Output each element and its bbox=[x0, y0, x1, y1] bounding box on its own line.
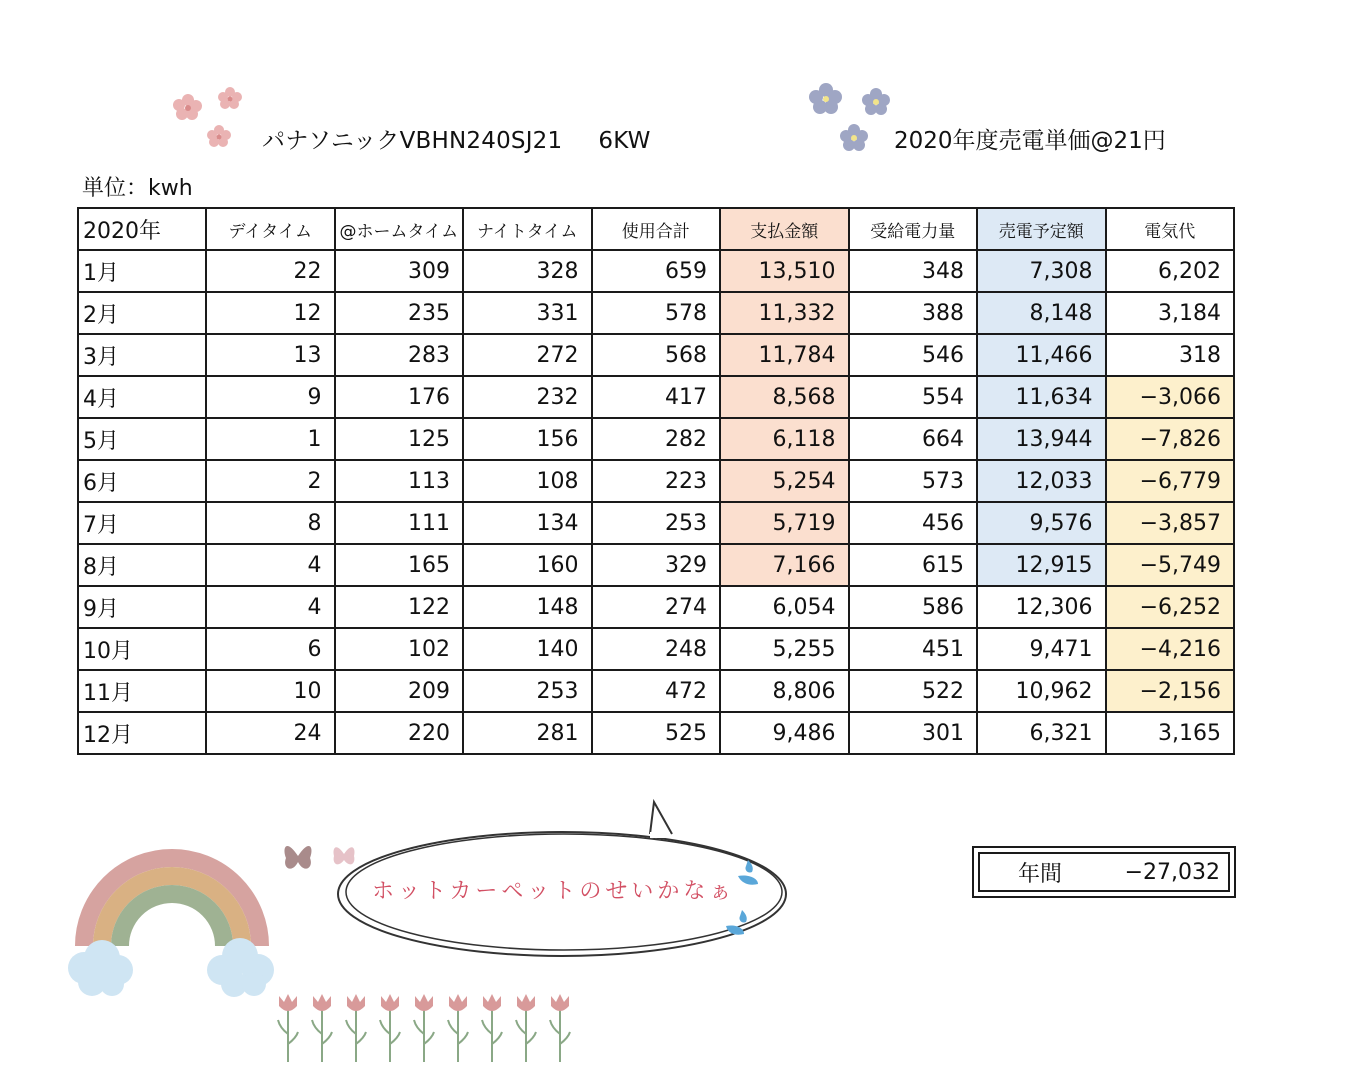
cell-daytime: 4 bbox=[206, 544, 335, 586]
cell-payment: 6,118 bbox=[720, 418, 849, 460]
cell-daytime: 10 bbox=[206, 670, 335, 712]
cell-payment: 5,254 bbox=[720, 460, 849, 502]
table-row bbox=[78, 502, 1234, 544]
cell-usage-total: 329 bbox=[592, 544, 721, 586]
cell-received-power: 451 bbox=[849, 628, 978, 670]
cell-nighttime: 156 bbox=[463, 418, 592, 460]
cell-payment: 8,568 bbox=[720, 376, 849, 418]
table-row bbox=[78, 460, 1234, 502]
table-row bbox=[78, 334, 1234, 376]
cell-usage-total: 274 bbox=[592, 586, 721, 628]
cell-month: 4月 bbox=[78, 376, 206, 418]
cell-hometime: 165 bbox=[335, 544, 464, 586]
header-payment: 支払金額 bbox=[720, 208, 849, 250]
cell-payment: 5,255 bbox=[720, 628, 849, 670]
cell-sell-amount: 7,308 bbox=[977, 250, 1106, 292]
cell-received-power: 573 bbox=[849, 460, 978, 502]
cell-received-power: 301 bbox=[849, 712, 978, 754]
cell-usage-total: 568 bbox=[592, 334, 721, 376]
cell-sell-amount: 6,321 bbox=[977, 712, 1106, 754]
cell-hometime: 283 bbox=[335, 334, 464, 376]
cell-month: 2月 bbox=[78, 292, 206, 334]
header-daytime: デイタイム bbox=[206, 208, 335, 250]
cell-usage-total: 525 bbox=[592, 712, 721, 754]
cell-usage-total: 417 bbox=[592, 376, 721, 418]
cell-sell-amount: 12,306 bbox=[977, 586, 1106, 628]
table-row bbox=[78, 250, 1234, 292]
table-row bbox=[78, 292, 1234, 334]
table-row bbox=[78, 418, 1234, 460]
cell-daytime: 8 bbox=[206, 502, 335, 544]
cell-electric-bill: −7,826 bbox=[1106, 418, 1235, 460]
cell-hometime: 220 bbox=[335, 712, 464, 754]
header-usage-total: 使用合計 bbox=[592, 208, 721, 250]
header-electric-bill: 電気代 bbox=[1106, 208, 1235, 250]
cell-usage-total: 659 bbox=[592, 250, 721, 292]
header-received-power: 受給電力量 bbox=[849, 208, 978, 250]
cell-payment: 6,054 bbox=[720, 586, 849, 628]
cell-sell-amount: 11,634 bbox=[977, 376, 1106, 418]
cell-daytime: 4 bbox=[206, 586, 335, 628]
cell-payment: 11,784 bbox=[720, 334, 849, 376]
cell-usage-total: 248 bbox=[592, 628, 721, 670]
tulip-row-icon bbox=[270, 990, 580, 1066]
cell-payment: 13,510 bbox=[720, 250, 849, 292]
cell-usage-total: 223 bbox=[592, 460, 721, 502]
speech-bubble-text: ホットカーペットのせいかなぁ bbox=[372, 879, 736, 904]
cell-electric-bill: −3,857 bbox=[1106, 502, 1235, 544]
cell-payment: 7,166 bbox=[720, 544, 849, 586]
header-hometime: @ホームタイム bbox=[335, 208, 464, 250]
annual-label: 年間 bbox=[1018, 861, 1063, 887]
cell-month: 9月 bbox=[78, 586, 206, 628]
cell-nighttime: 108 bbox=[463, 460, 592, 502]
table-row bbox=[78, 586, 1234, 628]
cell-month: 12月 bbox=[78, 712, 206, 754]
cell-nighttime: 328 bbox=[463, 250, 592, 292]
cell-hometime: 113 bbox=[335, 460, 464, 502]
header-year: 2020年 bbox=[78, 208, 206, 250]
table-row bbox=[78, 544, 1234, 586]
cell-nighttime: 148 bbox=[463, 586, 592, 628]
cell-hometime: 235 bbox=[335, 292, 464, 334]
cell-payment: 9,486 bbox=[720, 712, 849, 754]
blue-flowers-icon bbox=[804, 82, 904, 158]
cell-daytime: 22 bbox=[206, 250, 335, 292]
product-capacity: 6KW bbox=[598, 128, 651, 154]
cell-month: 6月 bbox=[78, 460, 206, 502]
cell-received-power: 664 bbox=[849, 418, 978, 460]
cell-sell-amount: 13,944 bbox=[977, 418, 1106, 460]
cell-electric-bill: 3,184 bbox=[1106, 292, 1235, 334]
cell-hometime: 111 bbox=[335, 502, 464, 544]
unit-label: 単位：kwh bbox=[82, 176, 193, 201]
cell-electric-bill: 318 bbox=[1106, 334, 1235, 376]
rainbow-icon bbox=[62, 846, 282, 1006]
cell-usage-total: 472 bbox=[592, 670, 721, 712]
cell-electric-bill: −6,779 bbox=[1106, 460, 1235, 502]
cell-nighttime: 272 bbox=[463, 334, 592, 376]
cell-received-power: 388 bbox=[849, 292, 978, 334]
header-nighttime: ナイトタイム bbox=[463, 208, 592, 250]
cell-sell-amount: 12,915 bbox=[977, 544, 1106, 586]
cell-received-power: 546 bbox=[849, 334, 978, 376]
cell-usage-total: 282 bbox=[592, 418, 721, 460]
header-sell-amount: 売電予定額 bbox=[977, 208, 1106, 250]
cell-month: 10月 bbox=[78, 628, 206, 670]
cell-nighttime: 140 bbox=[463, 628, 592, 670]
cell-nighttime: 232 bbox=[463, 376, 592, 418]
cell-electric-bill: −4,216 bbox=[1106, 628, 1235, 670]
cell-received-power: 554 bbox=[849, 376, 978, 418]
cell-month: 5月 bbox=[78, 418, 206, 460]
cell-month: 1月 bbox=[78, 250, 206, 292]
cell-received-power: 348 bbox=[849, 250, 978, 292]
cell-sell-amount: 11,466 bbox=[977, 334, 1106, 376]
cell-daytime: 13 bbox=[206, 334, 335, 376]
cell-usage-total: 578 bbox=[592, 292, 721, 334]
table-row bbox=[78, 670, 1234, 712]
cell-hometime: 176 bbox=[335, 376, 464, 418]
monthly-power-table bbox=[77, 207, 1235, 755]
cell-nighttime: 331 bbox=[463, 292, 592, 334]
table-row bbox=[78, 376, 1234, 418]
cell-payment: 11,332 bbox=[720, 292, 849, 334]
cell-electric-bill: −6,252 bbox=[1106, 586, 1235, 628]
cell-month: 3月 bbox=[78, 334, 206, 376]
pink-flowers-icon bbox=[168, 84, 258, 154]
cell-nighttime: 253 bbox=[463, 670, 592, 712]
cell-hometime: 209 bbox=[335, 670, 464, 712]
cell-daytime: 24 bbox=[206, 712, 335, 754]
cell-electric-bill: 6,202 bbox=[1106, 250, 1235, 292]
annual-total-box bbox=[972, 846, 1236, 898]
table-row bbox=[78, 712, 1234, 754]
cell-received-power: 586 bbox=[849, 586, 978, 628]
cell-daytime: 9 bbox=[206, 376, 335, 418]
cell-month: 11月 bbox=[78, 670, 206, 712]
cell-electric-bill: −3,066 bbox=[1106, 376, 1235, 418]
cell-daytime: 1 bbox=[206, 418, 335, 460]
cell-daytime: 6 bbox=[206, 628, 335, 670]
cell-hometime: 309 bbox=[335, 250, 464, 292]
cell-received-power: 456 bbox=[849, 502, 978, 544]
cell-received-power: 522 bbox=[849, 670, 978, 712]
water-drops-icon bbox=[718, 854, 768, 940]
cell-nighttime: 281 bbox=[463, 712, 592, 754]
cell-electric-bill: 3,165 bbox=[1106, 712, 1235, 754]
cell-electric-bill: −5,749 bbox=[1106, 544, 1235, 586]
cell-nighttime: 160 bbox=[463, 544, 592, 586]
cell-electric-bill: −2,156 bbox=[1106, 670, 1235, 712]
cell-hometime: 122 bbox=[335, 586, 464, 628]
table-header-row bbox=[78, 208, 1234, 250]
product-name: パナソニックVBHN240SJ21 bbox=[262, 128, 563, 154]
cell-payment: 8,806 bbox=[720, 670, 849, 712]
cell-month: 8月 bbox=[78, 544, 206, 586]
product-title bbox=[262, 122, 651, 155]
cell-hometime: 102 bbox=[335, 628, 464, 670]
cell-usage-total: 253 bbox=[592, 502, 721, 544]
cell-daytime: 2 bbox=[206, 460, 335, 502]
cell-sell-amount: 9,471 bbox=[977, 628, 1106, 670]
table-row bbox=[78, 628, 1234, 670]
cell-payment: 5,719 bbox=[720, 502, 849, 544]
cell-sell-amount: 10,962 bbox=[977, 670, 1106, 712]
cell-month: 7月 bbox=[78, 502, 206, 544]
cell-hometime: 125 bbox=[335, 418, 464, 460]
annual-value: −27,032 bbox=[1124, 859, 1220, 885]
cell-sell-amount: 8,148 bbox=[977, 292, 1106, 334]
cell-nighttime: 134 bbox=[463, 502, 592, 544]
cell-sell-amount: 9,576 bbox=[977, 502, 1106, 544]
cell-received-power: 615 bbox=[849, 544, 978, 586]
cell-daytime: 12 bbox=[206, 292, 335, 334]
cell-sell-amount: 12,033 bbox=[977, 460, 1106, 502]
sell-rate-title: 2020年度売電単価@21円 bbox=[894, 128, 1166, 154]
